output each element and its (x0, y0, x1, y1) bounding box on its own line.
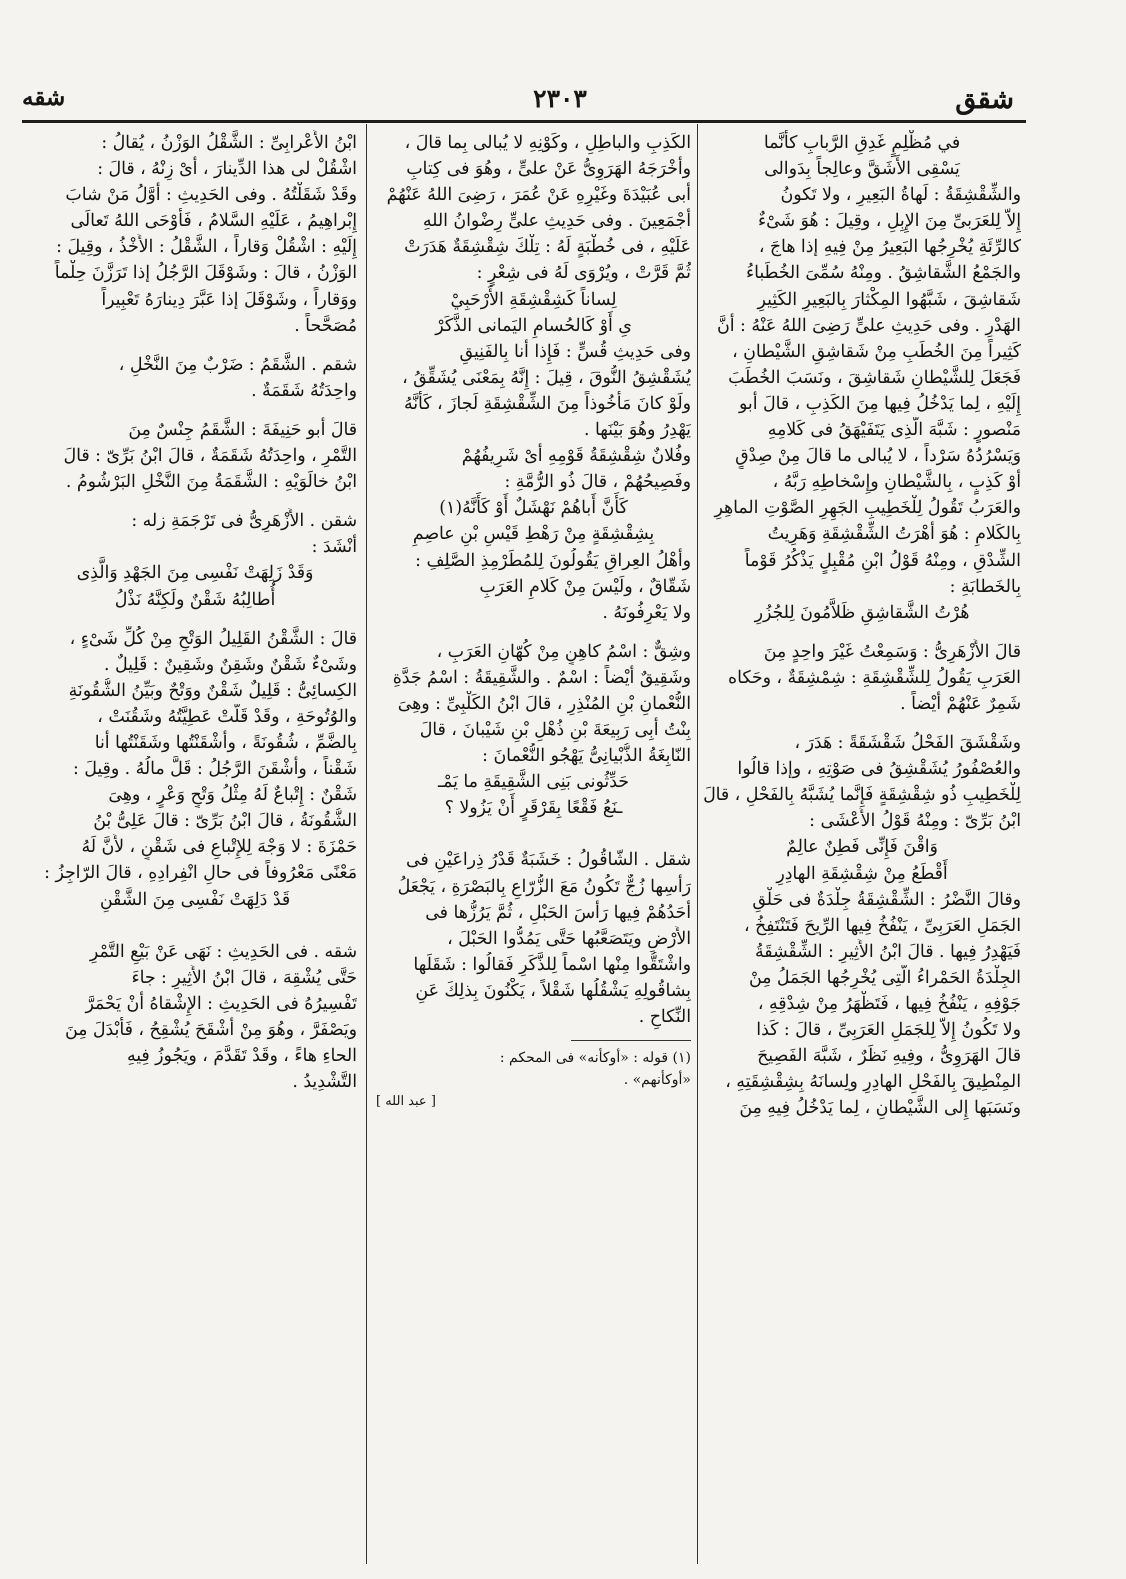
text-line: ثُمَّ قَرَّتْ ، ويُرْوَى لَهُ فى شِعْرٍ : (476, 263, 691, 284)
text-line: الجِلْدَةُ الحَمْراءُ الَّتِى يُخْرِجُها الجَمَلُ مِنْ (748, 967, 1021, 988)
text-line: ونَسَبَها إِلى الشَّيْطانِ ، لِما يَدْخُلُ فِيهِ مِنَ (739, 1098, 1021, 1119)
text-line: النُّعْمانِ بْنِ المُنْذِرِ ، قالَ ابْنُ الكَلْبِىِّ : وهِىَ (397, 693, 691, 714)
entry-shqm: شقم . الشَّقَمُ : ضَرْبٌ مِنَ النَّخْلِ ، (118, 354, 357, 375)
text-line: الوَزْنُ ، قالَ : وشَوْقَلَ الرَّجُلُ إذا تَرَزَّنَ حِلْماً (54, 263, 357, 284)
verse-line: حَدِّثُونى بَنِى الشَّقِيقَةِ ما يَمْـ (438, 772, 629, 793)
verse-line: كَأَنَّ أَباهُمْ نَهْشَلٌ أَوْ كَأَنَّهُ(١) (439, 498, 628, 519)
text-line: التَّمْرِ ، واحِدَتُهُ شَقَمَةٌ ، قالَ ابْنُ بَرِّىّ : قالَ (63, 446, 357, 467)
text-line: قالَ أَبو حَنِيفَةَ : الشَّقَمُ جِنْسٌ مِنَ (128, 419, 357, 440)
text-line: أَبى عُبَيْدَةَ وغَيْرِهِ عَنْ عُمَرَ ، رَضِىَ اللهُ عَنْهُمْ (386, 185, 691, 206)
text-line: ولَوْ كانَ مَأْخُوذاً مِنَ الشِّقْشِقَةِ لَجازَ ، كَأَنَّهُ (403, 393, 691, 414)
footnote-signature: [ عبد الله ] (376, 1094, 436, 1110)
column-divider (366, 124, 367, 1564)
text-line: ووَقاراً ، وشَوْقَلَ إذا عَبَّرَ دِينارَهُ تَعْبِيراً (101, 289, 357, 310)
text-line: ولا تَكُونُ إِلاَّ لِلجَمَلِ العَرَبِىِّ ، قالَ : كَذا (756, 1020, 1021, 1041)
text-line: شَقّاقٌ ، ولَيْسَ مِنْ كَلامِ العَرَبِ (479, 576, 691, 597)
text-line: شَقْناً ، وأَشْقَنَ الرَّجُلُ : قَلَّ مالُهُ . وقِيلَ : (72, 759, 357, 780)
text-line: شَمِرٌ عَنْهُمْ أَيْضاً . (900, 693, 1021, 714)
text-line: تَفْسِيرُهُ فى الحَدِيثِ : الإِشْقاهُ أَنْ يَحْمَرَّ (85, 993, 357, 1014)
text-line: وقالَ النَّضْرُ : الشِّقْشِقَةُ جِلْدَةٌ فى حَلْقِ (752, 889, 1021, 910)
text-line: الأَرْضِ ويَتَصَعَّبُها حَتَّى يَمُدُّوا الحَبْلَ ، (447, 928, 691, 949)
text-line: اشْقُلْ لى هذا الدِّينارَ ، أَىْ زِنْهُ ، قالَ : (97, 159, 357, 180)
text-line: يَهْدِرُ وهُوَ بَيْنَها . (583, 420, 691, 441)
text-line: ابْنُ الأَعْرابِىِّ : الشَّقْلُ الوَزْنُ ، يُقالُ : (101, 133, 357, 153)
text-line: شَقْنٌ : إِتْباعٌ لَهُ مِثْلُ وَتْحٍ وَعْرٍ ، وهِىَ (108, 785, 357, 806)
text-line: والجَمْعُ الشَّقاشِقُ . ومِنْهُ سُمِّىَ الخُطَباءُ (745, 263, 1021, 284)
text-line: وشَىْءٌ شَقْنٌ وشَقِنٌ وشَقِينٌ : قَلِيلٌ . (104, 654, 357, 675)
verse-line: أَقْطَعُ مِنْ شِقْشِقَةِ الهادِرِ (776, 863, 948, 884)
text-line: وأَخْرَجَهُ الهَرَوِىُّ عَنْ علىٍّ ، وهُوَ فى كِتابِ (406, 159, 691, 180)
text-line: عَلَيْهِ ، فى خُطْبَةٍ لَهُ : تِلْكَ شِقْشِقَةٌ هَدَرَتْ (404, 237, 691, 258)
text-line: والوُتُوحَةِ ، وقَدْ قَلَّتْ عَطِيَّتُهُ وشَقُنَتْ ، (97, 706, 357, 727)
text-column-right (703, 130, 1021, 1570)
text-line: قالَ الهَرَوِىُّ ، وفِيهِ نَظَرٌ ، شَبَّهَ الفَصِيحَ (757, 1046, 1021, 1067)
header-rule (22, 120, 1026, 123)
text-line: والعُصْفُورُ يُشَقْشِقُ فى صَوْتِهِ ، وإذا قالُوا (737, 759, 1021, 780)
text-line: وَيَسْرُدُهُ سَرْداً ، لا يُبالى ما قالَ مِنْ صِدْقٍ (735, 446, 1021, 467)
text-line: وفُلانٌ شِقْشِقَةُ قَوْمِهِ أَىْ شَرِيفُهُمْ (461, 446, 691, 467)
footnote-line: (١) قوله : «أوكأنه» فى المحكم : (499, 1050, 691, 1067)
text-line: ولا يَعْرِفُونَهُ . (602, 602, 691, 623)
text-line: بِشاقُولِهِ يَشْقُلُها شَقْلاً ، يَكْنُونَ بِذلِكَ عَنِ (415, 980, 691, 1001)
text-line: يُشَقْشِقُ النُّوقَ ، قِيلَ : إِنَّهُ بِمَعْنَى يُشَقِّقُ ، (402, 367, 691, 388)
text-line: والشِّقْشِقَةُ : لَهاةُ البَعِيرِ ، ولا تَكونُ (780, 185, 1021, 206)
verse-line: هُرْتُ الشَّقاشِقِ ظَلاَّمُونَ لِلجُزُرِ (754, 602, 970, 623)
text-line: ابْنُ بَرِّىّ : ومِنْهُ قَوْلُ الأَعْشَى : (809, 811, 1021, 832)
verse-line: ىِ أَوْ كَالحُسامِ اليَمانى الذَّكَرْ (435, 315, 632, 336)
text-line: إِلاَّ لِلعَرَبىِّ مِنَ الإِبِلِ ، وقِيلَ : هُوَ شَىْءٌ (758, 211, 1021, 232)
entry-shql: شقل . الشّاقُولُ : خَشَبَةٌ قَدْرُ ذِراعَيْنِ فى (405, 850, 691, 871)
text-line: حَتَّى يُشْقِهَ ، قالَ ابْنُ الأَثِيرِ : جاءَ (131, 967, 357, 988)
text-line: وأَهْلُ العِراقِ يَقُولُونَ لِلمُطَرْمِذِ الصَّلِفِ : (415, 550, 691, 571)
footnote-line: «أوكأنهم» . (623, 1072, 691, 1089)
text-line: والعَرَبُ تَقُولُ لِلْخَطِيبِ الجَهِرِ الصَّوْتِ الماهِرِ (714, 498, 1021, 519)
verse-line: بِشِقْشِقَةٍ مِنْ رَهْطِ قَيْسِ بْنِ عاصِمِ (412, 524, 655, 545)
text-line: إِلَيْهِ : اشْقُلْ وَقاراً ، الشَّقْلُ : الأَخْذُ ، وقِيلَ : (56, 237, 357, 258)
text-line: أَحَدُهُمْ فِيها رَأْسَ الحَبْلِ ، ثُمَّ يَرُزُّها فى (425, 902, 691, 923)
text-line: قالَ : الشَّقْنُ القَلِيلُ الوَتْحِ مِنْ كُلِّ شَىْءٍ ، (69, 628, 357, 649)
text-line: وشَقِيقٌ أَيْضاً : اسْمٌ . والشَّقِيقَةُ : اسْمُ جَدَّةِ (392, 667, 691, 688)
text-line: كالرِّئَةِ يُخْرِجُها البَعِيرُ مِنْ فِيهِ إذا هاجَ ، (758, 237, 1021, 258)
footnote-rule (571, 1040, 691, 1041)
verse-line: قَدْ دَلِهَتْ نَفْسِى مِنَ الشَّقْنِ (99, 889, 291, 910)
text-line: الشُّقُونَةُ ، قالَ ابْنُ بَرِّىّ : قالَ عَلِىُّ بْنُ (93, 811, 357, 832)
text-line: أَجْمَعِينَ . وفى حَدِيثِ علىٍّ رِضْوانُ اللهِ (422, 211, 691, 232)
text-line: بِالكَلامِ : هُوَ أَهْرَتُ الشِّقْشِقَةِ وَهَرِيتُ (767, 524, 1021, 545)
text-line: التَّشْدِيدُ . (292, 1072, 357, 1093)
text-line: كَثِيراً مِنَ الخُطَبِ مِنْ شَقاشِقِ الشَّيْطانِ ، (732, 341, 1021, 362)
text-line: رَأْسِها زُجٌّ تَكُونُ مَعَ الزُّرّاعِ بِالبَصْرَةِ ، يَجْعَلُ (397, 876, 691, 897)
text-line: وقَدْ شَقَلْتُهُ . وفى الحَدِيثِ : أَوَّلُ مَنْ شابَ (65, 185, 357, 206)
text-line: الشِّدْقِ ، ومِنْهُ قَوْلُ ابْنِ مُقْبِلٍ يَذْكُرُ قَوْماً (744, 550, 1021, 571)
text-line: إِبْراهِيمُ ، عَلَيْهِ السَّلامُ ، فَأَوْحَى اللهُ تَعالَى (70, 211, 357, 232)
text-line: الحاءِ هاءً ، وقَدْ تَقَدَّمَ ، ويَجُوزُ فِيهِ (126, 1046, 357, 1066)
text-line: لِلْخَطِيبِ ذُو شِقْشِقَةٍ فَإِنَّما يُشَبَّهُ بِالفَحْلِ ، قالَ (703, 785, 1021, 806)
verse-line: وَاقْنَ فَإِنِّى فَطِنٌ عالِمٌ (786, 837, 938, 858)
text-line: حَمْزَةَ : لا وَجْهَ لِلإِتْباعِ فى شَقْنٍ ، لأَنَّ لَهُ (81, 837, 357, 858)
text-line: واحِدَتُهُ شَقَمَةٌ . (251, 380, 357, 401)
text-line: فَيَهْدِرُ فِيها . قالَ ابْنُ الأَثِيرِ : الشِّقْشِقَةُ (754, 941, 1021, 962)
text-line: الكِسائِىُّ : قَلِيلٌ شَقْنٌ ووَتْحٌ وبَيِّنُ الشُّقُونَةِ (68, 680, 357, 701)
text-line: بِنْتُ أَبِى رَبِيعَةَ بْنِ ذُهْلِ بْنِ شَيْبانَ ، قالَ (419, 720, 691, 741)
page-number: ٢٣٠٣ (533, 84, 587, 113)
text-line: وفى حَدِيثِ قُسٍّ : فَإِذا أَنا بِالفَنِيقِ (459, 341, 691, 362)
text-line: مَعْنًى مَعْرُوفاً فى حالِ انْفِرادِهِ ، قالَ الرّاجِزُ : (44, 863, 357, 884)
verse-line: في مُظْلِمٍ غَدِقِ الرَّبابِ كأَنَّما (763, 133, 961, 153)
text-line: وفَصِيحُهُمْ ، قالَ ذُو الرُّمَّةِ : (504, 472, 691, 493)
text-line: واشْتَقُّوا مِنْها اسْماً لِلذَّكَرِ فَقالُوا : شَقَلَها (413, 954, 691, 975)
text-line: أَنْشَدَ : (311, 537, 357, 558)
verse-line: ـنَعُ فَقْعًا بِقَرْقَرٍ أَنْ يَزُولا ؟ (444, 798, 623, 819)
entry-shqh: شقه . فى الحَدِيثِ : نَهَى عَنْ بَيْعِ التَّمْرِ (89, 941, 357, 962)
text-line: ابْنُ خالَوَيْهِ : الشَّقَمَةُ مِنَ النَّخْلِ البَرْشُومُ . (65, 472, 357, 493)
verse-line: أُطالِبُهُ شَقْنٌ ولَكِنَّهُ نَذْلُ (114, 589, 276, 610)
text-line: العَرَبِ يَقُولُ لِلشِّقْشِقَةِ : شِمْشِقَةٌ ، وحَكاه (728, 667, 1021, 688)
text-line: الجَمَلِ العَرَبِىِّ ، يَنْفُخُ فِيها الرِّيحَ فَتَنْتَفِخُ ، (743, 915, 1021, 936)
verse-line: وَقَدْ زَلِهَتْ نَفْسِى مِنَ الجَهْدِ وَالَّذِى (76, 563, 314, 584)
entry-shqn: شقن . الأَزْهَرِىُّ فى تَرْجَمَةِ زله : (131, 511, 357, 532)
header-next-root-word: شقه (22, 84, 66, 111)
text-line: بِالضَّمِّ ، شُقُونَةً ، وأَشْقَنْتُها وشَقَنْتُها أَنا (94, 732, 357, 753)
text-line: النِّكاحِ . (638, 1007, 691, 1027)
text-line: جَوْفِهِ ، يَنْفُخُ فِيها ، فَتَظْهَرُ مِنْ شِدْقِهِ ، (757, 994, 1021, 1014)
text-line: أَوْ كَذِبٍ ، بِالشَّيْطانِ وإِسْخاطِهِ رَبَّهُ ، (772, 472, 1021, 493)
text-line: المِنْطِيقَ بِالفَحْلِ الهادِرِ ولِسانَهُ بِشِقْشِقَتِهِ ، (725, 1072, 1021, 1093)
text-line: وشَقْشَقَ الفَحْلُ شَقْشَقَةً : هَدَرَ ، (794, 733, 1021, 754)
text-line: بِالخَطابَةِ : (949, 576, 1021, 597)
text-line: النّابِغَةُ الذُّبْيانِىُّ يَهْجُو النُّعْمانَ : (482, 746, 691, 767)
text-line: مُصَحَّحاً . (294, 315, 357, 336)
text-line: وشِقٌّ : اسْمُ كاهِنٍ مِنْ كُهّانِ العَرَبِ ، (436, 641, 691, 662)
text-line: الهَدْرِ . وفى حَدِيثِ علىٍّ رَضِىَ اللهُ عَنْهُ : أَنَّ (717, 315, 1021, 336)
text-line: شَقاشِقَ ، شَبَّهُوا المِكْثارَ بِالبَعِيرِ الكَثِيرِ (757, 289, 1021, 310)
text-line: إِلَيْهِ ، لِما يَدْخُلُ فِيها مِنَ الكَذِبِ ، قالَ أَبو (738, 393, 1021, 414)
column-divider (697, 124, 698, 1564)
text-column-left (33, 130, 357, 1570)
text-line: ويَصْفَرَّ ، وهُوَ مِنْ أَشْقَحَ يُشْقِحُ ، فَأَبْدَلَ مِنَ (65, 1019, 357, 1040)
text-line: مَنْصورٍ : شَبَّهَ الَّذِى يَتَفَيْهَقُ فى كَلامِهِ (767, 420, 1021, 441)
text-column-middle (376, 130, 691, 1570)
text-line: الكَذِبِ والباطِلِ ، وكَوْنِهِ لا يُبالى بِما قالَ ، (404, 133, 691, 153)
verse-line: لِساناً كَشِقْشِقَةِ الأَرْحَبِيْ (450, 289, 617, 310)
header-root-word: شقق (955, 84, 1014, 115)
text-line: قالَ الأَزْهَرِىُّ : وَسَمِعْتُ غَيْرَ واحِدٍ مِنَ (763, 641, 1021, 662)
verse-line: يَسْقِى الأَشَقَّ وعالِجاً بِدَوالى (764, 159, 960, 180)
text-line: فَجَعَلَ لِلشَّيْطانِ شَقاشِقَ ، ونَسَبَ الخُطَبَ (728, 367, 1021, 388)
